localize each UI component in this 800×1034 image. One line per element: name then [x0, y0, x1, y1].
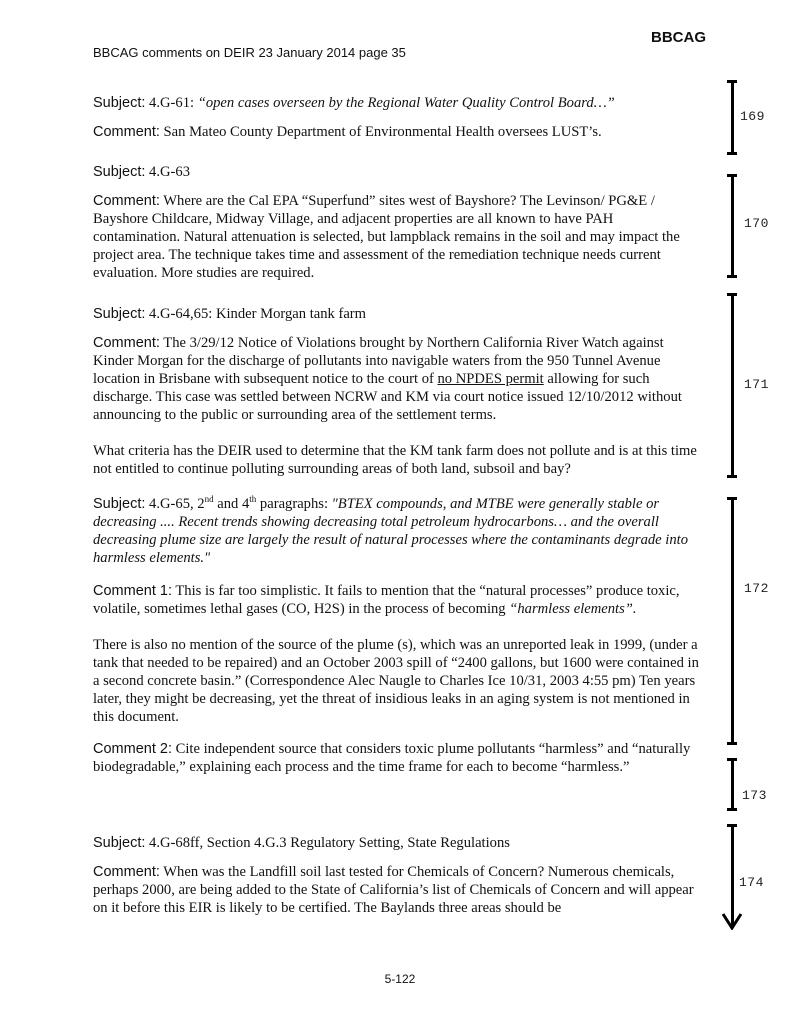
comment-number-173: 173 — [742, 788, 767, 803]
subject-line — [93, 495, 703, 567]
subject-line — [93, 94, 703, 112]
comment-text-continued: allowing for such discharge. This case was settled between NCRW and KM via court notice issued 12/10/2012 without announcing to the public or surrounding area of the settlement terms. — [93, 371, 682, 423]
superscript: nd — [204, 494, 214, 505]
comment-text: Where are the Cal EPA “Superfund” sites west of Bayshore? The Levinson/ PG&E / Bayshore Childcare, Midway Village, and adjacent properties are all known to have PAH contamination. Natural attenuation is selected, but lampblack remains in the soil and may impact the project area. The technique takes time and assessment of the remediation technique needs current evaluation. More studies are required. — [93, 193, 680, 281]
organization-name: BBCAG — [651, 29, 706, 46]
margin-bracket-173 — [727, 758, 737, 811]
subject-quote: “open cases overseen by the Regional Water Quality Control Board…” — [197, 95, 615, 111]
subject-ref: 4.G-61: — [145, 95, 198, 111]
underlined-phrase: no NPDES permit — [437, 371, 544, 387]
subject-ref: 4.G-68ff, Section 4.G.3 Regulatory Setting, State Regulations — [145, 835, 510, 851]
comment-section-172 — [93, 495, 703, 776]
comment-number-170: 170 — [744, 216, 769, 231]
margin-bracket-169 — [727, 80, 737, 155]
comment-number-172: 172 — [744, 581, 769, 596]
comment-2-paragraph — [93, 740, 703, 776]
subject-label: Subject: — [93, 306, 146, 322]
comment-1-paragraph — [93, 582, 703, 618]
comment-label: Comment: — [93, 193, 160, 209]
margin-arrow-174 — [727, 824, 737, 928]
comment-number-174: 174 — [739, 875, 764, 890]
comment-2-label: Comment 2: — [93, 741, 172, 757]
subject-line — [93, 163, 703, 181]
comment-section-171 — [93, 305, 703, 478]
subject-line — [93, 834, 703, 852]
subject-label: Subject: — [93, 95, 146, 111]
subject-ref: paragraphs: — [256, 496, 332, 512]
subject-ref: 4.G-63 — [145, 164, 190, 180]
margin-bracket-171 — [727, 293, 737, 478]
running-head: BBCAG comments on DEIR 23 January 2014 page 35 — [93, 45, 406, 60]
subject-label: Subject: — [93, 835, 146, 851]
comment-label: Comment: — [93, 335, 160, 351]
subject-line — [93, 305, 703, 323]
comment-2-text: Cite independent source that considers toxic plume pollutants “harmless” and “naturally biodegradable,” explaining each process and the time frame for each to become “harmless.” — [93, 741, 691, 775]
comment-label: Comment: — [93, 864, 160, 880]
superscript: th — [249, 494, 257, 505]
comment-text: The 3/29/12 Notice of Violations brought by Northern California River Watch against Kinder Morgan for the discharge of pollutants into navigable waters from the 950 Tunnel Avenue location in Brisbane with subsequent notice to the court of — [93, 335, 664, 387]
margin-bracket-170 — [727, 174, 737, 278]
arrow-down-icon — [721, 912, 743, 930]
comment-number-169: 169 — [740, 109, 765, 124]
comment-text: San Mateo County Department of Environmental Health oversees LUST’s. — [159, 124, 602, 140]
subject-ref: 4.G-65, 2 — [145, 496, 205, 512]
comment-section-174 — [93, 834, 703, 917]
comment-paragraph — [93, 334, 703, 424]
comment-paragraph — [93, 123, 703, 141]
comment-section-170 — [93, 163, 703, 282]
subject-ref: and 4 — [213, 496, 250, 512]
comment-label: Comment: — [93, 124, 160, 140]
margin-bracket-172 — [727, 497, 737, 745]
page-number: 5-122 — [384, 972, 416, 986]
followup-question: What criteria has the DEIR used to determine that the KM tank farm does not pollute and is at this time not entitled to continue polluting surrounding areas of both land, subsoil and bay? — [93, 443, 697, 477]
comment-1-italic: “harmless elements”. — [509, 601, 637, 617]
comment-1-followup: There is also no mention of the source of the plume (s), which was an unreported leak in 1999, (under a tank that needed to be repaired) and an October 2003 spill of “2400 gallons, but 1600 were contained in a second concrete basin.” (Correspondence Alec Naugle to Charles Ice 10/31, 2003 4:55 pm) Ten years later, they might be decreasing, yet the threat of insidious leaks in an aging system is not mentioned in this document. — [93, 637, 699, 725]
comment-paragraph — [93, 863, 703, 917]
subject-label: Subject: — [93, 164, 146, 180]
subject-label: Subject: — [93, 496, 146, 512]
subject-quote: "BTEX compounds, and MTBE were generally stable or decreasing .... Recent trends showing decreasing total petroleum hydrocarbons… and the overall decreasing plume size are largely the result of natural processes where the contaminants degrade into harmless elements." — [93, 496, 689, 566]
comment-paragraph — [93, 192, 703, 282]
comment-text: When was the Landfill soil last tested for Chemicals of Concern? Numerous chemicals, perhaps 2000, are being added to the State of California’s list of Chemicals of Concern and will appear on it before this EIR is likely to be certified. The Baylands three areas should be — [93, 864, 694, 916]
comment-1-label: Comment 1: — [93, 583, 172, 599]
comment-section-169 — [93, 94, 703, 141]
subject-ref: 4.G-64,65: Kinder Morgan tank farm — [145, 306, 367, 322]
comment-number-171: 171 — [744, 377, 769, 392]
comment-1-text: This is far too simplistic. It fails to mention that the “natural processes” produce toxic, volatile, sometimes lethal gases (CO, H2S) in the process of becoming — [93, 583, 680, 617]
